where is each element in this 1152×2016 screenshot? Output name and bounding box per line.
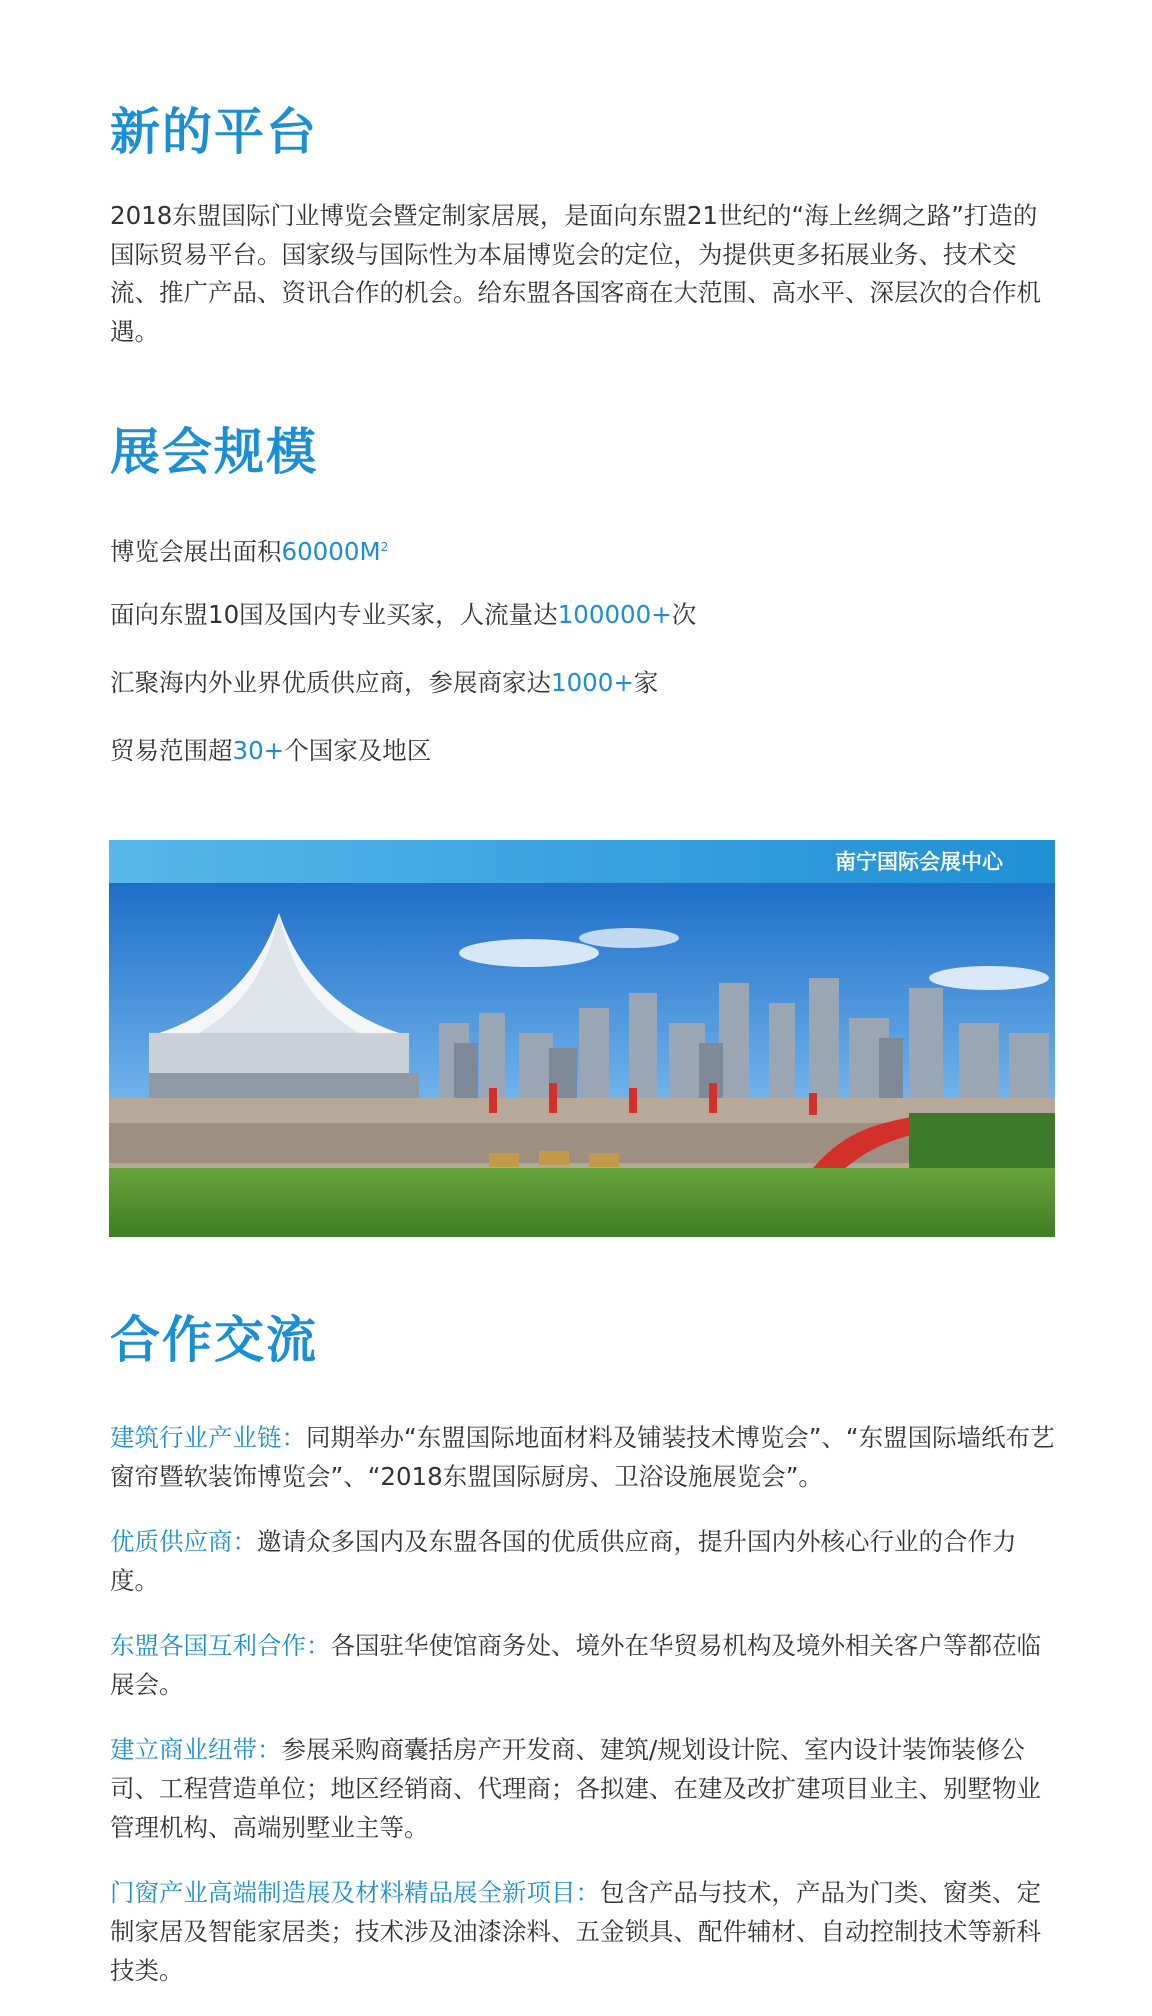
venue-illustration <box>109 883 1055 1237</box>
coop-label: 优质供应商： <box>110 1527 257 1556</box>
stat-countries <box>110 734 431 768</box>
coop-text: 同期举办“东盟国际地面材料及铺装技术博览会”、“东盟国际墙纸布艺窗帘暨软装饰博览会”、“2018东盟国际厨房、卫浴设施展览会”。 <box>110 1423 1055 1491</box>
coop-label: 门窗产业高端制造展及材料精品展全新项目： <box>110 1878 600 1907</box>
section-title-cooperation: 合作交流 <box>110 1311 318 1369</box>
stat-exhibitors <box>110 666 658 700</box>
stat-value: 60000M <box>281 537 381 567</box>
photo-caption-bar <box>109 840 1055 883</box>
stat-suffix: 次 <box>671 600 697 629</box>
coop-item-asean <box>110 1626 1056 1704</box>
coop-item-suppliers <box>110 1522 1056 1600</box>
coop-item-new-project <box>110 1873 1056 1990</box>
stat-value: 1000+ <box>551 668 634 697</box>
stat-area <box>110 530 388 569</box>
platform-paragraph: 2018东盟国际门业博览会暨定制家居展，是面向东盟21世纪的“海上丝绸之路”打造的国际贸易平台。国家级与国际性为本届博览会的定位，为提供更多拓展业务、技术交流、推广产品、资讯合作的机会。给东盟各国客商在大范围、高水平、深层次的合作机遇。 <box>110 201 1041 346</box>
stat-prefix: 面向东盟10国及国内专业买家，人流量达 <box>110 600 558 629</box>
coop-label: 建立商业纽带： <box>110 1735 282 1764</box>
stat-visitors <box>110 598 696 632</box>
photo-caption: 南宁国际会展中心 <box>835 850 1003 874</box>
stat-prefix: 贸易范围超 <box>110 736 233 765</box>
stat-prefix: 博览会展出面积 <box>110 537 282 567</box>
coop-label: 建筑行业产业链： <box>110 1423 306 1452</box>
coop-text: 各国驻华使馆商务处、境外在华贸易机构及境外相关客户等都莅临展会。 <box>110 1631 1041 1699</box>
venue-photo <box>109 840 1055 1237</box>
stat-superscript: 2 <box>380 540 389 554</box>
coop-text: 包含产品与技术，产品为门类、窗类、定制家居及智能家居类；技术涉及油漆涂料、五金锁具、配件辅材、自动控制技术等新科技类。 <box>110 1878 1041 1985</box>
stat-value: 100000+ <box>557 600 672 629</box>
stat-suffix: 个国家及地区 <box>284 736 432 765</box>
coop-label: 东盟各国互利合作： <box>110 1631 331 1660</box>
coop-text: 邀请众多国内及东盟各国的优质供应商，提升国内外核心行业的合作力度。 <box>110 1527 1017 1595</box>
coop-item-industry-chain <box>110 1418 1056 1496</box>
stat-value: 30+ <box>232 736 285 765</box>
stat-prefix: 汇聚海内外业界优质供应商，参展商家达 <box>110 668 551 697</box>
coop-text: 参展采购商囊括房产开发商、建筑/规划设计院、室内设计装饰装修公司、工程营造单位；地区经销商、代理商；各拟建、在建及改扩建项目业主、别墅物业管理机构、高端别墅业主等。 <box>110 1735 1041 1842</box>
stat-suffix: 家 <box>633 668 659 697</box>
section-title-platform: 新的平台 <box>110 103 318 161</box>
section-title-scale: 展会规模 <box>110 423 318 481</box>
coop-item-business-ties <box>110 1730 1056 1847</box>
